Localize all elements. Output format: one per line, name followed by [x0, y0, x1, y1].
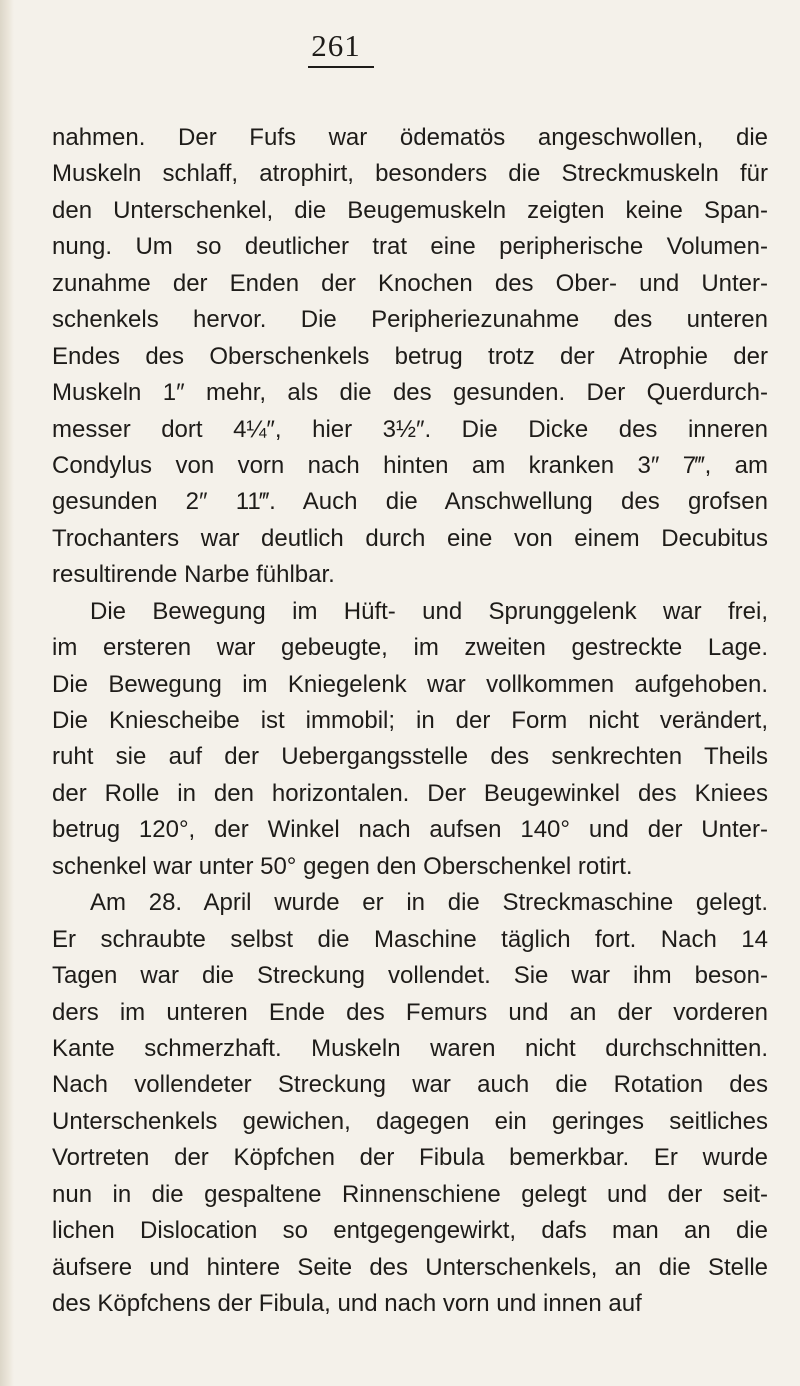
text-line: nahmen. Der Fufs war ödematös angeschwollen, die	[52, 124, 768, 151]
text-line: Vortreten der Köpfchen der Fibula bemerkbar. Er wurde	[52, 1144, 768, 1172]
text-line: Kante schmerzhaft. Muskeln waren nicht durchschnitten.	[52, 1034, 768, 1062]
text-line: Er schraubte selbst die Maschine täglich fort. Nach 14	[52, 925, 768, 953]
text-line: äufsere und hintere Seite des Unterschenkels, an die Stelle	[52, 1253, 768, 1281]
text-line: nun in die gespaltene Rinnenschiene gelegt und der seit-	[52, 1180, 768, 1208]
text-line: Nach vollendeter Streckung war auch die Rotation des	[52, 1071, 768, 1099]
text-line: betrug 120°, der Winkel nach aufsen 140° und der Unter-	[52, 816, 768, 844]
page-gutter-shadow	[0, 0, 14, 1386]
text-line: messer dort 4¼″, hier 3½″. Die Dicke des inneren	[52, 415, 768, 443]
text-line: im ersteren war gebeugte, im zweiten gestreckte Lage.	[52, 634, 768, 662]
text-line: Tagen war die Streckung vollendet. Sie war ihm beson-	[52, 962, 768, 990]
text-line: resultirende Narbe fühlbar.	[52, 561, 335, 589]
text-line: Trochanters war deutlich durch eine von einem Decubitus	[52, 524, 768, 552]
text-line: nung. Um so deutlicher trat eine peripherische Volumen-	[52, 233, 768, 261]
text-line: des Köpfchens der Fibula, und nach vorn und innen auf	[52, 1290, 642, 1317]
text-line: ruht sie auf der Uebergangsstelle des senkrechten Theils	[52, 743, 768, 771]
page-number: 261	[311, 28, 361, 63]
text-line: Endes des Oberschenkels betrug trotz der Atrophie der	[52, 342, 768, 370]
text-line: der Rolle in den horizontalen. Der Beugewinkel des Kniees	[52, 779, 768, 807]
text-line: Die Bewegung im Kniegelenk war vollkommen aufgehoben.	[52, 670, 768, 698]
text-line: Muskeln 1″ mehr, als die des gesunden. Der Querdurch-	[52, 379, 768, 407]
text-line: den Unterschenkel, die Beugemuskeln zeigten keine Span-	[52, 196, 768, 224]
text-line: Die Kniescheibe ist immobil; in der Form nicht verändert,	[52, 707, 768, 734]
page-number-underline	[308, 66, 374, 68]
text-line: schenkel war unter 50° gegen den Oberschenkel rotirt.	[52, 852, 633, 880]
text-line: Unterschenkels gewichen, dagegen ein geringes seitliches	[52, 1107, 768, 1135]
text-line: Condylus von vorn nach hinten am kranken 3″ 7‴, am	[52, 451, 768, 479]
body-text	[52, 120, 768, 1322]
paragraph-start-line: Am 28. April wurde er in die Streckmaschine gelegt.	[90, 889, 768, 917]
text-line: gesunden 2″ 11‴. Auch die Anschwellung des grofsen	[52, 488, 768, 516]
text-line: zunahme der Enden der Knochen des Ober- und Unter-	[52, 269, 768, 297]
text-line: lichen Dislocation so entgegengewirkt, dafs man an die	[52, 1217, 768, 1245]
text-line: Muskeln schlaff, atrophirt, besonders die Streckmuskeln für	[52, 160, 768, 188]
text-line: schenkels hervor. Die Peripheriezunahme des unteren	[52, 306, 768, 334]
paragraph-start-line: Die Bewegung im Hüft- und Sprunggelenk war frei,	[90, 597, 768, 625]
text-line: ders im unteren Ende des Femurs und an der vorderen	[52, 998, 768, 1026]
